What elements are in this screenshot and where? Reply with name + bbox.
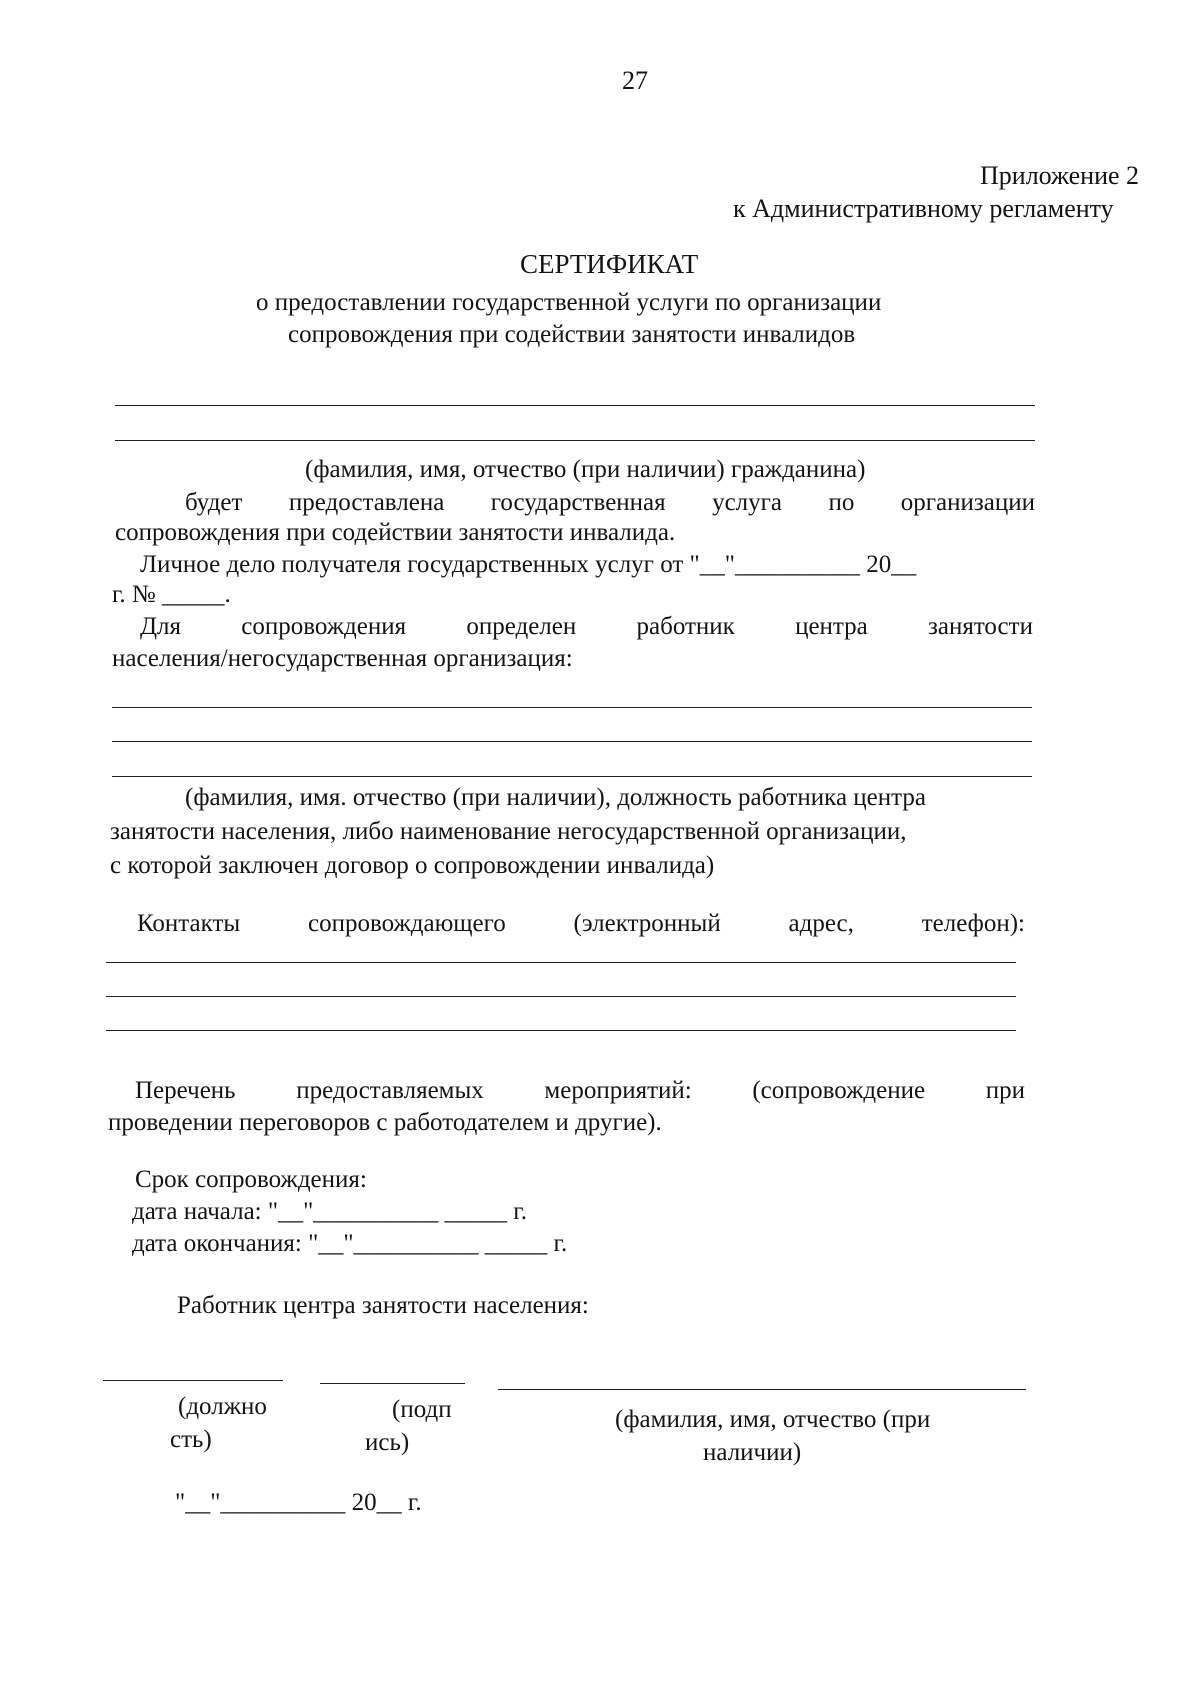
escort-name-line-2[interactable]	[112, 741, 1032, 742]
citizen-name-line-2[interactable]	[115, 440, 1035, 441]
citizen-name-line-1[interactable]	[115, 405, 1035, 406]
contacts-word: телефон):	[921, 910, 1025, 937]
service-word: услуга	[712, 489, 782, 516]
service-word: предоставлена	[288, 489, 445, 516]
term-start-date: дата начала: "__"__________ _____ г.	[132, 1198, 527, 1225]
contacts-word: (электронный	[573, 910, 721, 937]
activities-word: (сопровождение	[752, 1077, 926, 1104]
signature-caption-1: (подп	[392, 1396, 452, 1423]
service-line-1	[185, 490, 1035, 515]
signature-date: "__"__________ 20__ г.	[175, 1489, 422, 1516]
contacts-word: Контакты	[137, 910, 241, 937]
position-line[interactable]	[103, 1380, 283, 1381]
escort-name-line-3[interactable]	[112, 776, 1032, 777]
activities-word: при	[985, 1077, 1025, 1104]
contacts-word: сопровождающего	[308, 910, 506, 937]
service-word: организации	[900, 489, 1035, 516]
signature-caption-2: ись)	[365, 1429, 410, 1456]
title-line-2: сопровождения при содействии занятости инвалидов	[288, 321, 856, 348]
escort-caption-line-1: (фамилия, имя. отчество (при наличии), должность работника центра	[185, 784, 926, 811]
service-word: государственная	[490, 489, 666, 516]
page-number: 27	[622, 66, 648, 95]
escort-word: занятости	[927, 613, 1033, 640]
contacts-line-2[interactable]	[106, 996, 1016, 997]
escort-line-2: населения/негосударственная организация:	[112, 645, 573, 672]
term-label: Срок сопровождения:	[135, 1166, 367, 1193]
escort-caption-line-2: занятости населения, либо наименование негосударственной организации,	[110, 818, 907, 845]
document-title: СЕРТИФИКАТ	[520, 249, 699, 279]
full-name-caption-1: (фамилия, имя, отчество (при	[615, 1406, 931, 1433]
appendix-label: Приложение 2	[980, 161, 1140, 190]
contacts-line	[137, 911, 1025, 936]
regulation-label: к Административному регламенту	[733, 194, 1114, 223]
signature-line[interactable]	[320, 1383, 465, 1384]
activities-word: предоставляемых	[296, 1077, 484, 1104]
title-line-1: о предоставлении государственной услуги по организации	[256, 289, 882, 316]
activities-line-2: проведении переговоров с работодателем и другие).	[108, 1109, 662, 1136]
service-word: будет	[185, 489, 243, 516]
escort-caption-line-3: с которой заключен договор о сопровождении инвалида)	[110, 852, 715, 879]
escort-word: определен	[466, 613, 577, 640]
position-caption-1: (должно	[178, 1393, 267, 1420]
position-caption-2: сть)	[170, 1426, 212, 1453]
full-name-line[interactable]	[498, 1389, 1026, 1390]
service-word: по	[828, 489, 855, 516]
escort-word: центра	[795, 613, 868, 640]
escort-name-line-1[interactable]	[112, 707, 1032, 708]
record-number-line: г. № _____.	[112, 581, 231, 608]
contacts-line-1[interactable]	[106, 962, 1016, 963]
activities-word: мероприятий:	[544, 1077, 692, 1104]
employee-label: Работник центра занятости населения:	[177, 1292, 589, 1319]
full-name-caption-2: наличии)	[703, 1439, 802, 1466]
personal-record-line: Личное дело получателя государственных услуг от "__"__________ 20__	[140, 551, 917, 578]
contacts-line-3[interactable]	[106, 1030, 1016, 1031]
activities-line-1	[135, 1078, 1025, 1103]
escort-word: сопровождения	[241, 613, 407, 640]
activities-word: Перечень	[135, 1077, 236, 1104]
service-line-2: сопровождения при содействии занятости инвалида.	[115, 519, 676, 546]
escort-line-1	[140, 614, 1033, 639]
citizen-name-caption: (фамилия, имя, отчество (при наличии) гражданина)	[305, 456, 866, 483]
contacts-word: адрес,	[788, 910, 854, 937]
escort-word: работник	[636, 613, 735, 640]
term-end-date: дата окончания: "__"__________ _____ г.	[132, 1230, 568, 1257]
escort-word: Для	[140, 613, 182, 640]
